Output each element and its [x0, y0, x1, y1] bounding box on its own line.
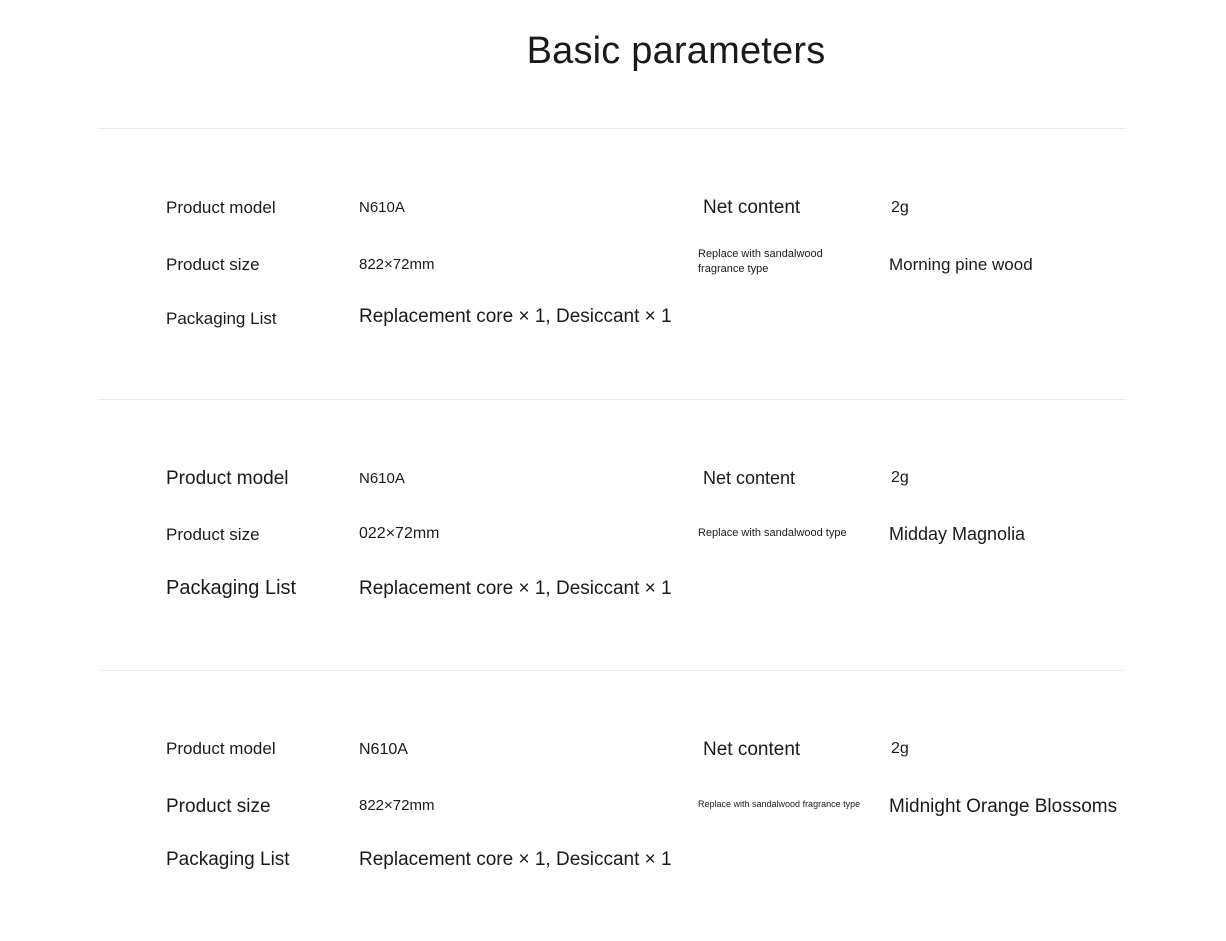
fragrance-type-label: Replace with sandalwood fragrance type	[698, 799, 861, 809]
parameter-section-3	[0, 671, 1226, 941]
packaging-list-value: Replacement core × 1, Desiccant × 1	[359, 306, 672, 327]
product-model-label: Product model	[166, 739, 276, 758]
product-model-value: N610A	[359, 741, 408, 758]
product-size-value: 822×72mm	[359, 797, 435, 814]
packaging-list-label: Packaging List	[166, 309, 277, 328]
fragrance-type-value: Midnight Orange Blossoms	[889, 796, 1118, 817]
net-content-label: Net content	[703, 468, 796, 488]
parameter-section-1	[0, 129, 1226, 399]
product-model-label: Product model	[166, 198, 276, 217]
fragrance-type-label: Replace with sandalwood type	[698, 527, 847, 539]
parameter-section-2	[0, 400, 1226, 670]
product-model-value: N610A	[359, 470, 405, 487]
fragrance-type-value: Morning pine wood	[889, 255, 1033, 274]
fragrance-type-value: Midday Magnolia	[889, 524, 1026, 544]
packaging-list-label: Packaging List	[166, 577, 297, 599]
page-title: Basic parameters	[526, 30, 826, 72]
product-size-label: Product size	[166, 796, 271, 817]
product-size-value: 022×72mm	[359, 525, 440, 542]
packaging-list-value: Replacement core × 1, Desiccant × 1	[359, 578, 672, 599]
net-content-value: 2g	[891, 740, 909, 757]
product-size-value: 822×72mm	[359, 256, 435, 273]
net-content-value: 2g	[891, 199, 909, 216]
product-size-label: Product size	[166, 255, 260, 274]
product-model-label: Product model	[166, 468, 289, 489]
net-content-label: Net content	[703, 197, 801, 218]
product-model-value: N610A	[359, 199, 405, 216]
packaging-list-value: Replacement core × 1, Desiccant × 1	[359, 849, 672, 870]
product-size-label: Product size	[166, 525, 260, 544]
net-content-value: 2g	[891, 469, 909, 486]
net-content-label: Net content	[703, 739, 801, 760]
fragrance-type-label: Replace with sandalwood fragrance type	[698, 248, 823, 275]
packaging-list-label: Packaging List	[166, 849, 290, 870]
